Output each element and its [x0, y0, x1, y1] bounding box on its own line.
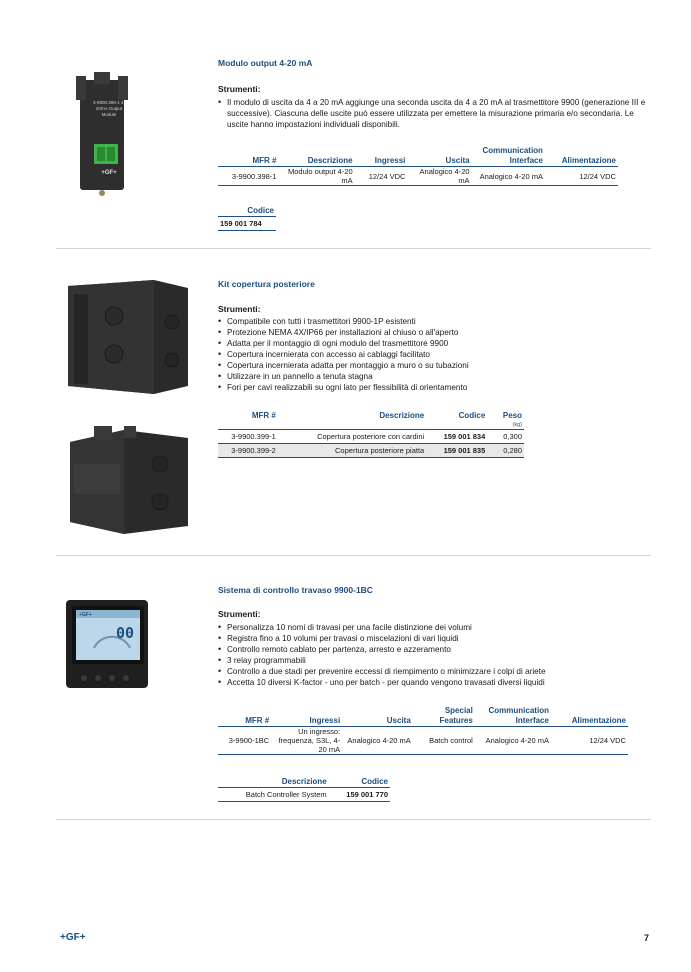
list-item: • Adatta per il montaggio di ogni modulo del trasmettitore 9900	[218, 338, 648, 349]
strumenti-label: Strumenti:	[218, 304, 261, 314]
table-cell: 3-9900-1BC	[218, 727, 271, 755]
column-header: MFR #	[218, 706, 271, 727]
table-cell: 0,300	[487, 430, 524, 444]
column-header: Ingressi	[271, 706, 342, 727]
list-item: • Copertura incernierata adatta per montaggio a muro o su tubazioni	[218, 360, 648, 371]
section-title: Kit copertura posteriore	[218, 279, 315, 289]
table-cell: 3-9900.398-1	[218, 167, 278, 186]
column-header: Uscita	[342, 706, 413, 727]
list-item: • Fori per cavi realizzabili su ogni lato per flessibilità di orientamento	[218, 382, 648, 393]
column-header: Descrizione	[278, 146, 354, 167]
strumenti-label: Strumenti:	[218, 84, 261, 94]
product-image-rear-cover-hinged	[64, 276, 192, 396]
list-item: • Personalizza 10 nomi di travasi per una facile distinzione dei volumi	[218, 622, 648, 633]
column-header: Uscita	[407, 146, 471, 167]
footer-logo: +GF+	[60, 932, 86, 943]
table-cell: 159 001 770	[329, 788, 390, 802]
column-header: Ingressi	[355, 146, 408, 167]
column-header: Descrizione	[379, 411, 425, 420]
column-header: MFR #	[251, 411, 276, 420]
feature-list	[218, 622, 648, 688]
list-item: • Protezione NEMA 4X/IP66 per installazioni al chiuso o all'aperto	[218, 327, 648, 338]
column-header: Communication Interface	[475, 706, 551, 727]
page-number: 7	[644, 933, 650, 943]
table-cell: Analogico 4-20 mA	[472, 167, 545, 186]
column-header: Alimentazione	[551, 706, 628, 727]
spec-table	[218, 411, 524, 458]
column-header: Special Features	[413, 706, 475, 727]
list-item: • Compatibile con tutti i trasmettitori 9900-1P esistenti	[218, 316, 648, 327]
column-header: Descrizione	[218, 777, 329, 788]
feature-list	[218, 97, 648, 130]
column-header: Codice	[218, 206, 276, 217]
product-image-output-module	[72, 72, 132, 197]
table-cell: 159 001 784	[218, 217, 276, 231]
table-cell: Batch Controller System	[218, 788, 329, 802]
display-value: 00	[116, 624, 135, 642]
divider	[56, 248, 651, 249]
column-header: MFR #	[218, 146, 278, 167]
table-cell: 159 001 834	[426, 430, 487, 444]
column-header: Communication Interface	[472, 146, 545, 167]
list-item: • 3 relay programmabili	[218, 655, 648, 666]
product-image-batch-controller	[64, 598, 150, 690]
table-cell: 159 001 835	[426, 444, 487, 458]
table-cell: 12/24 VDC	[545, 167, 618, 186]
column-header: Peso	[502, 411, 522, 420]
device-logo: +GF+	[79, 612, 92, 618]
table-cell: Analogico 4-20 mA	[407, 167, 471, 186]
list-item: • Registra fino a 10 volumi per travasi o miscelazioni di vari liquidi	[218, 633, 648, 644]
list-item: • Controllo a due stadi per prevenire eccessi di riempimento o minimizzare i colpi di ariete	[218, 666, 648, 677]
column-header: Alimentazione	[545, 146, 618, 167]
product-label: 3-9900.398-1 4-20mA Output Module	[92, 100, 126, 117]
table-cell: 3-9900.399-2	[218, 444, 278, 458]
section-title: Modulo output 4-20 mA	[218, 58, 313, 68]
table-cell: Analogico 4-20 mA	[475, 727, 551, 755]
table-cell: Copertura posteriore piatta	[278, 444, 426, 458]
table-cell: 12/24 VDC	[551, 727, 628, 755]
table-cell: Copertura posteriore con cardini	[278, 430, 426, 444]
spec-table	[218, 146, 618, 186]
list-item: • Controllo remoto cablato per partenza, arresto e azzeramento	[218, 644, 648, 655]
table-cell: 0,280	[487, 444, 524, 458]
code-table	[218, 206, 276, 231]
table-cell: Batch control	[413, 727, 475, 755]
table-cell: Modulo output 4-20 mA	[278, 167, 354, 186]
list-item: • Il modulo di uscita da 4 a 20 mA aggiunge una seconda uscita da 4 a 20 mA al trasmettitore 9900 (generazione III e successive). Ciascuna delle uscite può essere utilizzata per emettere la misurazione primaria e/o secondaria. Le uscite hanno impostazioni individuali disponibili.	[218, 97, 648, 130]
table-cell: Un ingresso: frequenza, S3L, 4-20 mA	[271, 727, 342, 755]
column-header: Codice	[329, 777, 390, 788]
table-cell: 12/24 VDC	[355, 167, 408, 186]
table-cell: 3-9900.399-1	[218, 430, 278, 444]
table-cell: Analogico 4-20 mA	[342, 727, 413, 755]
divider	[56, 819, 651, 820]
product-image-rear-cover-flat	[64, 424, 192, 536]
unit-label: (kg)	[487, 421, 524, 430]
feature-list	[218, 316, 648, 393]
column-header: Codice	[458, 411, 486, 420]
divider	[56, 555, 651, 556]
section-title: Sistema di controllo travaso 9900-1BC	[218, 585, 373, 595]
strumenti-label: Strumenti:	[218, 609, 261, 619]
code-table	[218, 777, 390, 802]
spec-table	[218, 706, 628, 755]
list-item: • Utilizzare in un pannello a tenuta stagna	[218, 371, 648, 382]
list-item: • Copertura incernierata con accesso ai cablaggi facilitato	[218, 349, 648, 360]
product-logo: +GF+	[101, 170, 117, 176]
list-item: • Accetta 10 diversi K-factor - uno per batch - per quando vengono travasati diversi liquidi	[218, 677, 648, 688]
